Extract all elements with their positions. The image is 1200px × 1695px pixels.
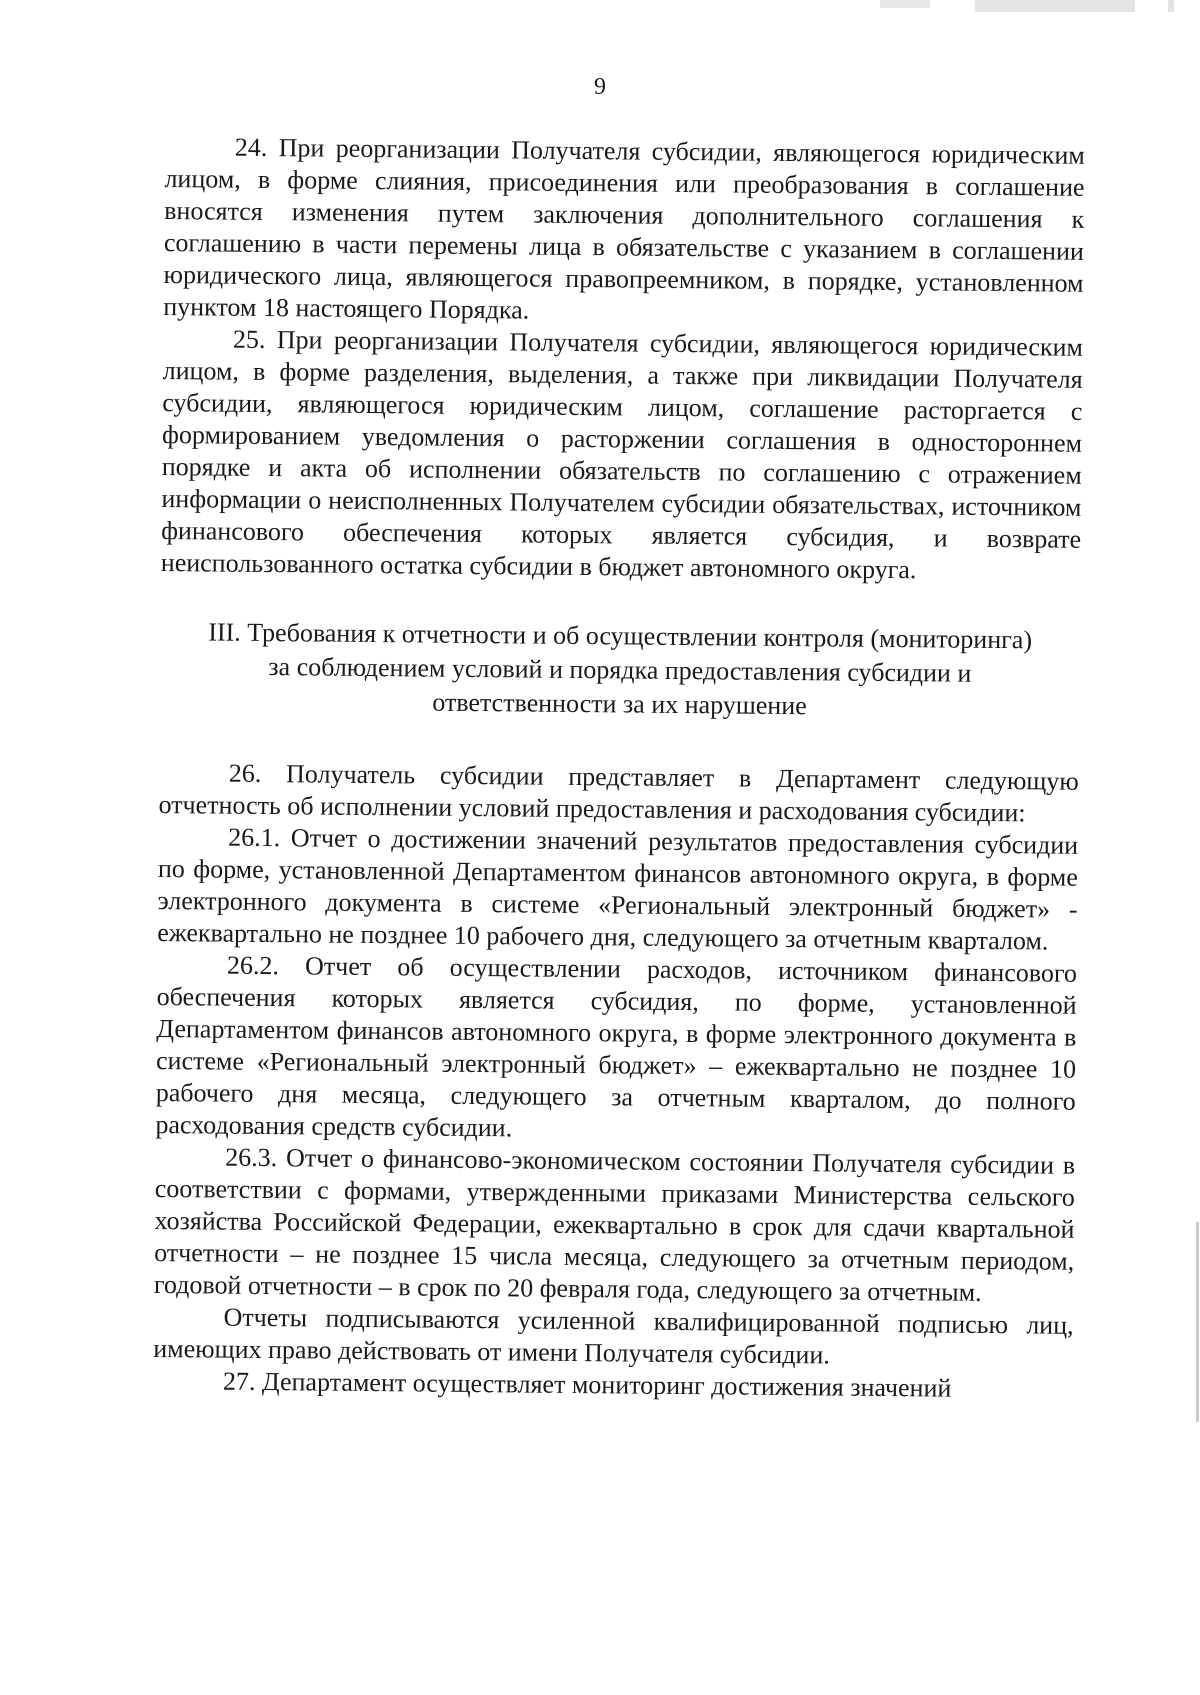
section-heading-line: III. Требования к отчетности и об осуществлении контроля (мониторинга): [208, 617, 1033, 655]
paragraph-26-3: 26.3. Отчет о финансово-экономическом состоянии Получателя субсидии в соответствии с формами, утвержденными приказами Министерства сельского хозяйства Российской Федерации, ежеквартально в срок для сдачи квартальной отчетности – не позднее 15 числа месяца, следующего за отчетным периодом, годовой отчетности – в срок по 20 февраля года, следующего за отчетным.: [153, 1142, 1076, 1307]
page-number: 9: [594, 74, 606, 100]
section-heading-line: ответственности за их нарушение: [432, 687, 807, 721]
section-heading: [159, 615, 1080, 726]
scan-artifact: [880, 0, 930, 8]
paragraph-25: 25. При реорганизации Получателя субсидии, являющегося юридическим лицом, в форме разделения, выделения, а также при ликвидации Получателя субсидии, являющегося юридическим лицом, соглашение расторгается с формированием уведомления о расторжении соглашения в одностороннем порядке и акта об исполнении обязательств по соглашению с отражением информации о неисполненных Получателем субсидии обязательствах, источником финансового обеспечения которых является субсидия, и возврате неиспользованного остатка субсидии в бюджет автономного округа.: [160, 324, 1084, 585]
document-body: [153, 131, 1085, 1406]
paragraph-26: 26. Получатель субсидии представляет в Департамент следующую отчетность об исполнении условий предоставления и расходования субсидии:: [158, 758, 1079, 828]
section-heading-line: за соблюдением условий и порядка предоставления субсидии и: [268, 652, 972, 688]
scan-artifact: [1168, 0, 1174, 12]
paragraph-26-2: 26.2. Отчет об осуществлении расходов, источником финансового обеспечения которых является субсидия, по форме, установленной Департаментом финансов автономного округа, в форме электронного документа в системе «Региональный электронный бюджет» – ежеквартально не позднее 10 рабочего дня месяца, следующего за отчетным кварталом, до полного расходования средств субсидии.: [155, 950, 1078, 1143]
paragraph-26-1: 26.1. Отчет о достижении значений результатов предоставления субсидии по форме, установленной Департаментом финансов автономного округа, в форме электронного документа в системе «Региональный электронный бюджет» - ежеквартально не позднее 10 рабочего дня, следующего за отчетным кварталом.: [157, 822, 1079, 956]
scan-artifact: [975, 0, 1135, 12]
paragraph-27: 27. Департамент осуществляет мониторинг достижения значений: [222, 1366, 952, 1403]
paragraph-24: 24. При реорганизации Получателя субсидии, являющегося юридическим лицом, в форме слияния, присоединения или преобразования в соглашение вносятся изменения путем заключения дополнительного соглашения к соглашению в части перемены лица в обязательстве с указанием в соглашении юридического лица, являющегося правопреемником, в порядке, установленном пунктом 18 настоящего Порядка.: [163, 132, 1085, 325]
scan-edge-line: [1196, 1222, 1199, 1422]
paragraph-signature-note: Отчеты подписываются усиленной квалифицированной подписью лиц, имеющих право действовать от имени Получателя субсидии.: [153, 1302, 1074, 1370]
